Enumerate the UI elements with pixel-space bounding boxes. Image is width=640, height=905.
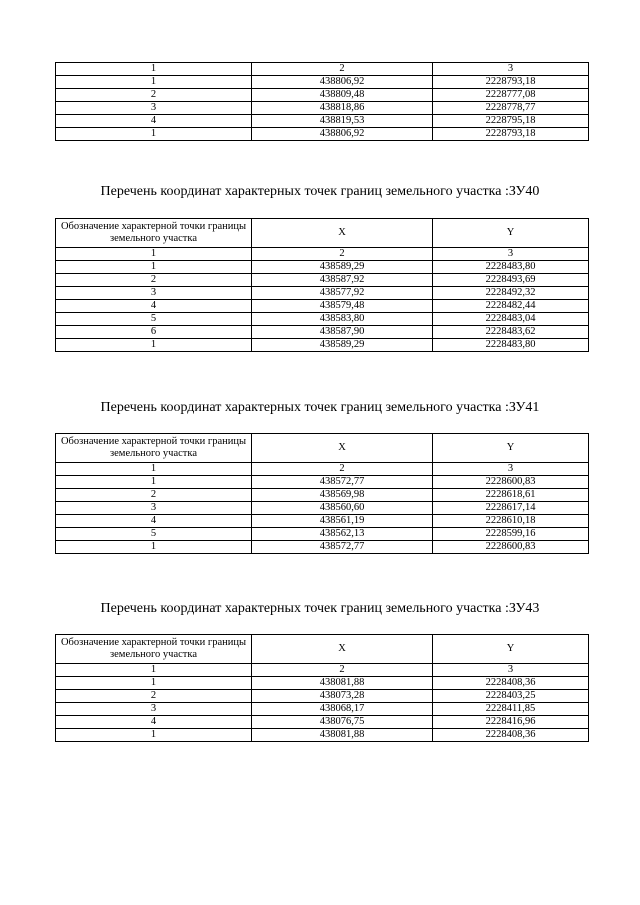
x-cell: 438081,88	[252, 729, 433, 742]
x-cell: 438076,75	[252, 716, 433, 729]
y-cell: 2228408,36	[433, 677, 589, 690]
table-row	[56, 326, 589, 339]
column-number-row	[56, 248, 589, 261]
point-cell: 6	[56, 326, 252, 339]
table-row	[56, 313, 589, 326]
x-cell: 438583,80	[252, 313, 433, 326]
column-number: 1	[56, 248, 252, 261]
point-cell: 4	[56, 716, 252, 729]
y-cell: 2228777,08	[433, 89, 589, 102]
header-row	[56, 434, 589, 463]
table-row	[56, 528, 589, 541]
x-cell: 438560,60	[252, 502, 433, 515]
column-number: 1	[56, 463, 252, 476]
table-row	[56, 274, 589, 287]
y-cell: 2228483,80	[433, 339, 589, 352]
x-cell: 438572,77	[252, 476, 433, 489]
column-number-row	[56, 463, 589, 476]
coordinates-table-zu41	[55, 433, 589, 554]
point-cell: 3	[56, 287, 252, 300]
table-row	[56, 339, 589, 352]
x-cell: 438589,29	[252, 261, 433, 274]
x-cell: 438572,77	[252, 541, 433, 554]
y-cell: 2228618,61	[433, 489, 589, 502]
table-row	[56, 287, 589, 300]
coordinates-table-continued	[55, 62, 589, 141]
y-cell: 2228483,62	[433, 326, 589, 339]
column-number: 1	[56, 664, 252, 677]
point-cell: 4	[56, 515, 252, 528]
y-cell: 2228617,14	[433, 502, 589, 515]
table-row	[56, 115, 589, 128]
table-row	[56, 541, 589, 554]
point-cell: 3	[56, 502, 252, 515]
table-row	[56, 502, 589, 515]
table-row	[56, 729, 589, 742]
section-heading-zu41: Перечень координат характерных точек границ земельного участка :ЗУ41	[100, 400, 540, 415]
table-row	[56, 515, 589, 528]
y-cell: 2228599,16	[433, 528, 589, 541]
header-x: X	[252, 434, 433, 463]
coordinates-table-zu43	[55, 634, 589, 742]
point-cell: 5	[56, 528, 252, 541]
x-cell: 438589,29	[252, 339, 433, 352]
header-point: Обозначение характерной точки границы земельного участка	[56, 635, 252, 664]
x-cell: 438068,17	[252, 703, 433, 716]
column-number: 2	[252, 463, 433, 476]
table-row	[56, 677, 589, 690]
point-cell: 2	[56, 89, 252, 102]
header-y: Y	[433, 635, 589, 664]
x-cell: 438809,48	[252, 89, 433, 102]
coordinates-table-zu40	[55, 218, 589, 352]
column-number-row	[56, 63, 589, 76]
column-number: 2	[252, 63, 433, 76]
x-cell: 438587,90	[252, 326, 433, 339]
table-row	[56, 716, 589, 729]
header-row	[56, 635, 589, 664]
column-number: 3	[433, 248, 589, 261]
x-cell: 438579,48	[252, 300, 433, 313]
y-cell: 2228610,18	[433, 515, 589, 528]
y-cell: 2228793,18	[433, 128, 589, 141]
y-cell: 2228482,44	[433, 300, 589, 313]
column-number-row	[56, 664, 589, 677]
table-row	[56, 300, 589, 313]
column-number: 3	[433, 664, 589, 677]
header-x: X	[252, 219, 433, 248]
y-cell: 2228600,83	[433, 476, 589, 489]
column-number: 3	[433, 463, 589, 476]
table-row	[56, 703, 589, 716]
column-number: 1	[56, 63, 252, 76]
point-cell: 1	[56, 339, 252, 352]
point-cell: 2	[56, 489, 252, 502]
point-cell: 5	[56, 313, 252, 326]
y-cell: 2228793,18	[433, 76, 589, 89]
header-point: Обозначение характерной точки границы земельного участка	[56, 434, 252, 463]
table-row	[56, 690, 589, 703]
column-number: 2	[252, 248, 433, 261]
table-row	[56, 89, 589, 102]
x-cell: 438806,92	[252, 128, 433, 141]
y-cell: 2228778,77	[433, 102, 589, 115]
y-cell: 2228600,83	[433, 541, 589, 554]
header-y: Y	[433, 434, 589, 463]
x-cell: 438562,13	[252, 528, 433, 541]
table-row	[56, 489, 589, 502]
table-row	[56, 102, 589, 115]
point-cell: 2	[56, 690, 252, 703]
point-cell: 1	[56, 541, 252, 554]
section-heading-zu43: Перечень координат характерных точек границ земельного участка :ЗУ43	[100, 601, 540, 616]
header-y: Y	[433, 219, 589, 248]
header-row	[56, 219, 589, 248]
y-cell: 2228416,96	[433, 716, 589, 729]
table-row	[56, 128, 589, 141]
x-cell: 438073,28	[252, 690, 433, 703]
column-number: 3	[433, 63, 589, 76]
table-row	[56, 476, 589, 489]
point-cell: 1	[56, 476, 252, 489]
x-cell: 438561,19	[252, 515, 433, 528]
header-point: Обозначение характерной точки границы земельного участка	[56, 219, 252, 248]
y-cell: 2228403,25	[433, 690, 589, 703]
x-cell: 438819,53	[252, 115, 433, 128]
x-cell: 438587,92	[252, 274, 433, 287]
y-cell: 2228493,69	[433, 274, 589, 287]
point-cell: 1	[56, 76, 252, 89]
table-row	[56, 261, 589, 274]
y-cell: 2228411,85	[433, 703, 589, 716]
y-cell: 2228408,36	[433, 729, 589, 742]
point-cell: 3	[56, 102, 252, 115]
point-cell: 4	[56, 115, 252, 128]
x-cell: 438577,92	[252, 287, 433, 300]
y-cell: 2228483,80	[433, 261, 589, 274]
header-x: X	[252, 635, 433, 664]
column-number: 2	[252, 664, 433, 677]
point-cell: 4	[56, 300, 252, 313]
point-cell: 3	[56, 703, 252, 716]
section-heading-zu40: Перечень координат характерных точек границ земельного участка :ЗУ40	[100, 184, 540, 199]
point-cell: 1	[56, 677, 252, 690]
x-cell: 438806,92	[252, 76, 433, 89]
point-cell: 1	[56, 729, 252, 742]
x-cell: 438081,88	[252, 677, 433, 690]
point-cell: 1	[56, 261, 252, 274]
x-cell: 438818,86	[252, 102, 433, 115]
y-cell: 2228795,18	[433, 115, 589, 128]
y-cell: 2228492,32	[433, 287, 589, 300]
table-row	[56, 76, 589, 89]
point-cell: 1	[56, 128, 252, 141]
y-cell: 2228483,04	[433, 313, 589, 326]
x-cell: 438569,98	[252, 489, 433, 502]
point-cell: 2	[56, 274, 252, 287]
